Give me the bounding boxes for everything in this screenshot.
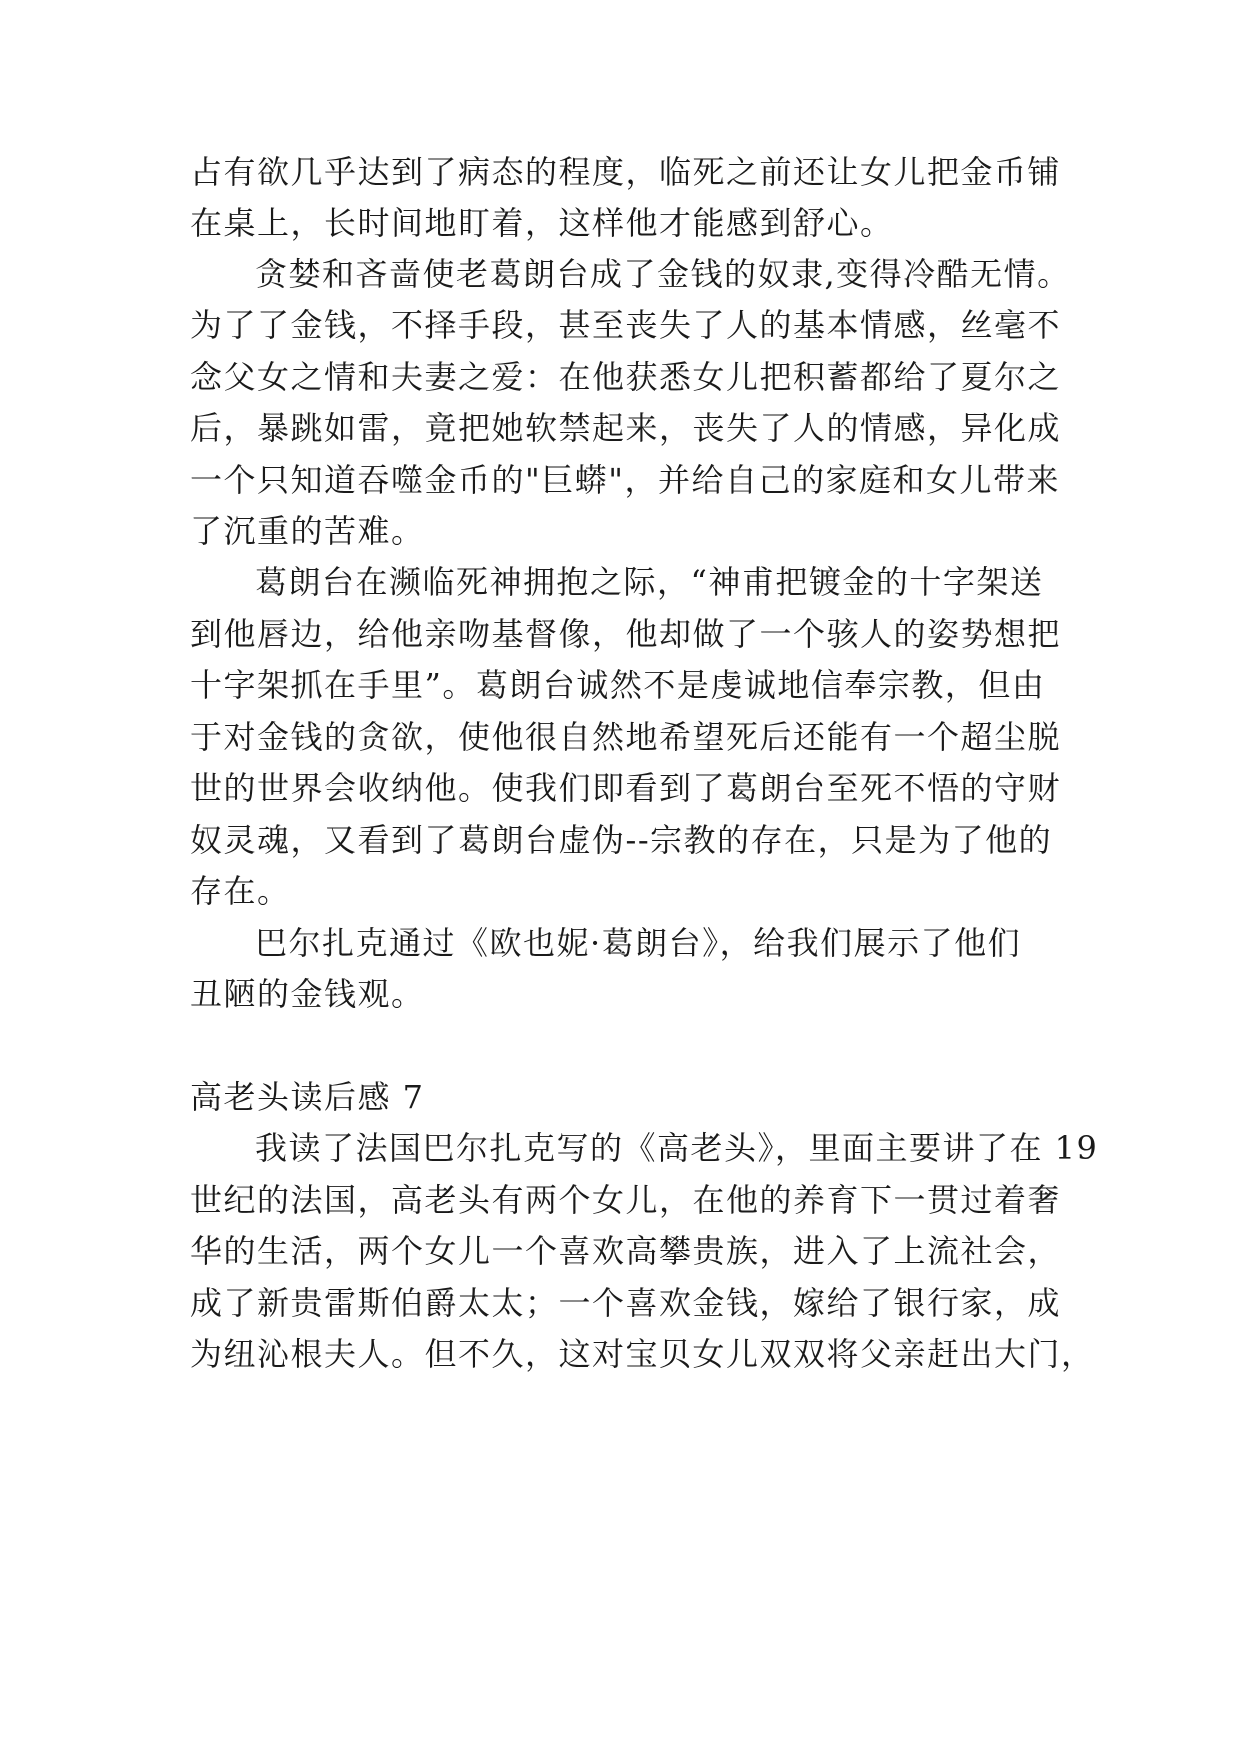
text-line: 为了了金钱，不择手段，甚至丧失了人的基本情感，丝毫不: [190, 306, 1062, 344]
text-line: 成了新贵雷斯伯爵太太；一个喜欢金钱，嫁给了银行家，成: [190, 1284, 1062, 1322]
text-line: 念父女之情和夫妻之爱：在他获悉女儿把积蓄都给了夏尔之: [190, 358, 1062, 396]
text-line: 占有欲几乎达到了病态的程度，临死之前还让女儿把金币铺: [190, 153, 1062, 191]
text-line: 一个只知道吞噬金币的"巨蟒"，并给自己的家庭和女儿带来: [190, 461, 1060, 499]
text-line: 我读了法国巴尔扎克写的《高老头》，里面主要讲了在 19: [255, 1129, 1099, 1167]
text-line: 十字架抓在手里”。葛朗台诚然不是虔诚地信奉宗教，但由: [190, 666, 1046, 704]
text-line: 后，暴跳如雷，竟把她软禁起来，丧失了人的情感，异化成: [190, 409, 1062, 447]
section-heading: 高老头读后感 7: [190, 1078, 425, 1116]
text-line: 世纪的法国，高老头有两个女儿，在他的养育下一贯过着奢: [190, 1181, 1062, 1219]
text-line: 贪婪和吝啬使老葛朗台成了金钱的奴隶,变得冷酷无情。: [255, 255, 1071, 293]
text-line: 于对金钱的贪欲，使他很自然地希望死后还能有一个超尘脱: [190, 718, 1062, 756]
text-line: 在桌上，长时间地盯着，这样他才能感到舒心。: [190, 204, 894, 242]
text-line: 到他唇边，给他亲吻基督像，他却做了一个骇人的姿势想把: [190, 615, 1062, 653]
text-line: 了沉重的苦难。: [190, 512, 425, 550]
text-line: 巴尔扎克通过《欧也妮·葛朗台》，给我们展示了他们: [255, 924, 1022, 962]
text-line: 为纽沁根夫人。但不久，这对宝贝女儿双双将父亲赶出大门，: [190, 1335, 1095, 1373]
text-line: 世的世界会收纳他。使我们即看到了葛朗台至死不悟的守财: [190, 769, 1062, 807]
text-line: 葛朗台在濒临死神拥抱之际，“神甫把镀金的十字架送: [255, 563, 1044, 601]
text-line: 华的生活，两个女儿一个喜欢高攀贵族，进入了上流社会，: [190, 1232, 1062, 1270]
text-line: 存在。: [190, 872, 291, 910]
text-line: 奴灵魂，又看到了葛朗台虚伪--宗教的存在，只是为了他的: [190, 821, 1053, 859]
text-line: 丑陋的金钱观。: [190, 975, 425, 1013]
